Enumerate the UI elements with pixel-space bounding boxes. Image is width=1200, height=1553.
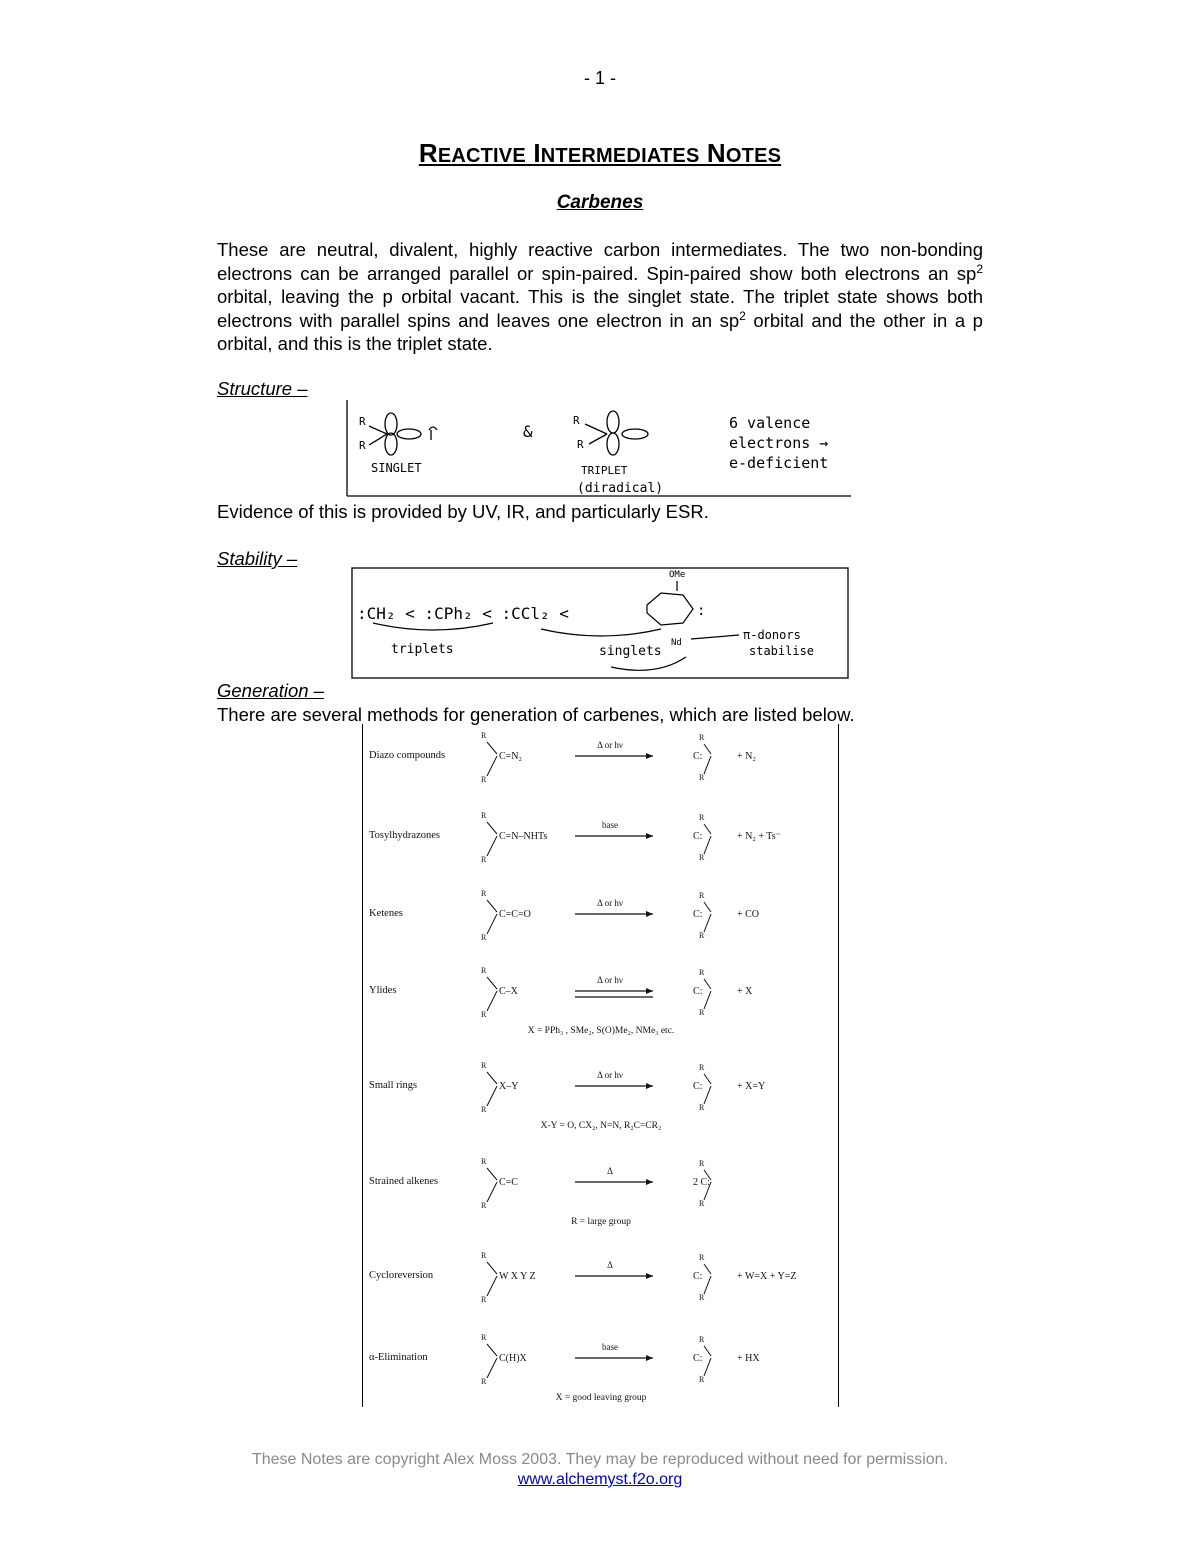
condition-label: Δ [607, 1166, 613, 1176]
arrowhead [646, 1179, 653, 1185]
product-r-bottom: R [699, 1375, 705, 1384]
substituent-r-bottom: R [481, 1105, 487, 1114]
svg-text:R: R [573, 414, 580, 427]
svg-text:OMe: OMe [669, 570, 686, 580]
condition-note: X = PPh₃ , SMe₂, S(O)Me₂, NMe₃ etc. [527, 1026, 675, 1036]
reagent-formula: C=C [499, 1177, 518, 1188]
singlet-label: SINGLET [371, 461, 422, 475]
product-formula: C: [693, 1081, 703, 1092]
condition-note: X-Y = O, CX₂, N=N, R₂C=CR₂ [540, 1121, 662, 1131]
bond-line [704, 1264, 711, 1274]
arrowhead [646, 753, 653, 759]
section-heading: Carbenes [556, 192, 644, 213]
product-r-bottom: R [699, 931, 705, 940]
sketch-note-3: e-deficient [729, 454, 829, 472]
substituent-r-bottom: R [481, 775, 487, 784]
bond-line [487, 822, 497, 834]
bond-line [704, 1074, 711, 1084]
product-r-top: R [699, 813, 705, 822]
substituent-r-top: R [481, 1333, 487, 1342]
condition-note: X = good leaving group [555, 1393, 647, 1403]
arrowhead [646, 833, 653, 839]
substituent-r-bottom: R [481, 1377, 487, 1386]
substituent-r-top: R [481, 1157, 487, 1166]
condition-label: Δ [607, 1260, 613, 1270]
product-r-top: R [699, 1159, 705, 1168]
product-r-top: R [699, 1253, 705, 1262]
bond-line [487, 1086, 497, 1106]
method-name: Ylides [369, 985, 397, 996]
substituent-r-top: R [481, 966, 487, 975]
product-formula: C: [693, 751, 703, 762]
page-title: REACTIVE INTERMEDIATES NOTES [418, 138, 782, 168]
arrowhead [646, 988, 653, 994]
condition-label: Δ or hν [597, 740, 623, 750]
singlet-orbital-sketch [359, 413, 437, 455]
generation-heading: Generation – [217, 680, 324, 701]
bond-line [487, 1344, 497, 1356]
intro-paragraph: These are neutral, divalent, highly reactive carbon intermediates. The two non-bonding electrons can be arranged parallel or spin-paired. Spin-paired show both electrons an $sp^2$ orbital, leaving the p orbital vacant. This is the singlet state. The triplet state shows both electrons with parallel spins and leaves one electron in an $sp^2$ orbital and the other in a p orbital, and this is the triplet state. [217, 239, 983, 354]
page-number: - 1 - [583, 68, 616, 88]
substituent-r-top: R [481, 811, 487, 820]
pi-donors-label: π-donors [743, 628, 801, 642]
bond-line [704, 979, 711, 989]
product-formula: C: [693, 1353, 703, 1364]
reagent-formula: C=N–NHTs [499, 831, 548, 842]
method-name: Ketenes [369, 908, 403, 919]
svg-text::: : [697, 603, 706, 619]
reagent-formula: C=C=O [499, 909, 531, 920]
product-formula: C: [693, 986, 703, 997]
bond-line [487, 1262, 497, 1274]
structure-sketch [345, 398, 853, 500]
substituent-r-top: R [481, 889, 487, 898]
condition-label: Δ or hν [597, 898, 623, 908]
bond-line [487, 1276, 497, 1296]
bond-line [704, 991, 711, 1009]
ring-carbene-sketch [647, 570, 705, 648]
byproduct-label: + X [737, 986, 753, 997]
method-name: Tosylhydrazones [369, 830, 440, 841]
bond-line [487, 900, 497, 912]
bond-line [704, 756, 711, 774]
bond-line [487, 836, 497, 856]
footer-link[interactable]: www.alchemyst.f2o.org [517, 1471, 683, 1488]
byproduct-label: + CO [737, 909, 760, 920]
bond-line [487, 1182, 497, 1202]
triplet-label: TRIPLET [581, 464, 628, 477]
diradical-label: (diradical) [577, 481, 664, 496]
generation-scheme-panel [362, 724, 839, 1407]
product-formula: C: [693, 831, 703, 842]
bond-line [704, 1358, 711, 1376]
footer-copyright: These Notes are copyright Alex Moss 2003. They may be reproduced without need for permission. [251, 1451, 949, 1468]
evidence-line: Evidence of this is provided by UV, IR, and particularly ESR. [217, 501, 709, 522]
substituent-r-bottom: R [481, 933, 487, 942]
arrowhead [646, 1083, 653, 1089]
triplet-orbital-sketch [573, 411, 648, 455]
bond-line [704, 914, 711, 932]
substituent-r-bottom: R [481, 1010, 487, 1019]
reagent-formula: C–X [499, 986, 518, 997]
bond-line [487, 1358, 497, 1378]
sketch-note-1: 6 valence [729, 414, 811, 432]
substituent-r-top: R [481, 731, 487, 740]
byproduct-label: + N₂ [737, 751, 756, 762]
bond-line [487, 1168, 497, 1180]
method-name: Small rings [369, 1080, 418, 1091]
svg-text:R: R [577, 438, 584, 451]
product-formula: C: [693, 1271, 703, 1282]
byproduct-label: + N₂ + Ts⁻ [737, 831, 781, 842]
bond-line [487, 1072, 497, 1084]
byproduct-label: + HX [737, 1353, 760, 1364]
product-r-top: R [699, 968, 705, 977]
condition-label: base [602, 820, 618, 830]
substituent-r-bottom: R [481, 855, 487, 864]
reagent-formula: C=N₂ [499, 751, 523, 762]
reagent-formula: W X Y Z [499, 1271, 536, 1282]
product-formula: 2 C: [693, 1177, 710, 1188]
product-r-bottom: R [699, 1008, 705, 1017]
method-name: α-Elimination [369, 1352, 428, 1363]
bond-line [704, 1276, 711, 1294]
substituent-r-bottom: R [481, 1295, 487, 1304]
svg-text:Nd: Nd [671, 638, 682, 648]
bond-line [704, 902, 711, 912]
bond-line [704, 836, 711, 854]
product-r-bottom: R [699, 853, 705, 862]
product-r-bottom: R [699, 1199, 705, 1208]
singlets-label: singlets [599, 644, 662, 659]
byproduct-label: + W=X + Y=Z [737, 1271, 797, 1282]
substituent-r-top: R [481, 1061, 487, 1070]
bond-line [487, 991, 497, 1011]
stability-sketch [351, 567, 849, 679]
bond-line [487, 914, 497, 934]
condition-note: R = large group [571, 1217, 631, 1227]
arrowhead [646, 1355, 653, 1361]
condition-label: base [602, 1342, 618, 1352]
bond-line [487, 756, 497, 776]
generation-intro: There are several methods for generation of carbenes, which are listed below. [217, 704, 855, 725]
product-formula: C: [693, 909, 703, 920]
method-name: Diazo compounds [369, 750, 446, 761]
product-r-top: R [699, 1063, 705, 1072]
stabilise-label: stabilise [749, 644, 815, 658]
method-name: Cycloreversion [369, 1270, 434, 1281]
svg-text:R: R [359, 415, 366, 428]
generation-scheme [363, 724, 838, 1407]
condition-label: Δ or hν [597, 975, 623, 985]
reagent-formula: C(H)X [499, 1353, 527, 1364]
product-r-top: R [699, 1335, 705, 1344]
substituent-r-top: R [481, 1251, 487, 1260]
svg-text:R: R [359, 439, 366, 452]
byproduct-label: + X=Y [737, 1081, 766, 1092]
condition-label: Δ or hν [597, 1070, 623, 1080]
method-name: Strained alkenes [369, 1176, 439, 1187]
product-r-bottom: R [699, 1103, 705, 1112]
stability-series: :CH₂ < :CPh₂ < :CCl₂ < [357, 604, 569, 623]
bond-line [704, 744, 711, 754]
product-r-bottom: R [699, 773, 705, 782]
sketch-note-2: electrons → [729, 434, 829, 452]
bond-line [704, 1086, 711, 1104]
product-r-top: R [699, 891, 705, 900]
substituent-r-bottom: R [481, 1201, 487, 1210]
triplets-label: triplets [391, 642, 454, 657]
stability-heading: Stability – [217, 548, 298, 569]
bond-line [704, 824, 711, 834]
and-label: & [523, 422, 533, 441]
structure-heading: Structure – [217, 378, 308, 399]
arrowhead [646, 1273, 653, 1279]
bond-line [487, 742, 497, 754]
product-r-bottom: R [699, 1293, 705, 1302]
reagent-formula: X–Y [499, 1081, 519, 1092]
arrowhead [646, 911, 653, 917]
bond-line [704, 1346, 711, 1356]
product-r-top: R [699, 733, 705, 742]
bond-line [487, 977, 497, 989]
